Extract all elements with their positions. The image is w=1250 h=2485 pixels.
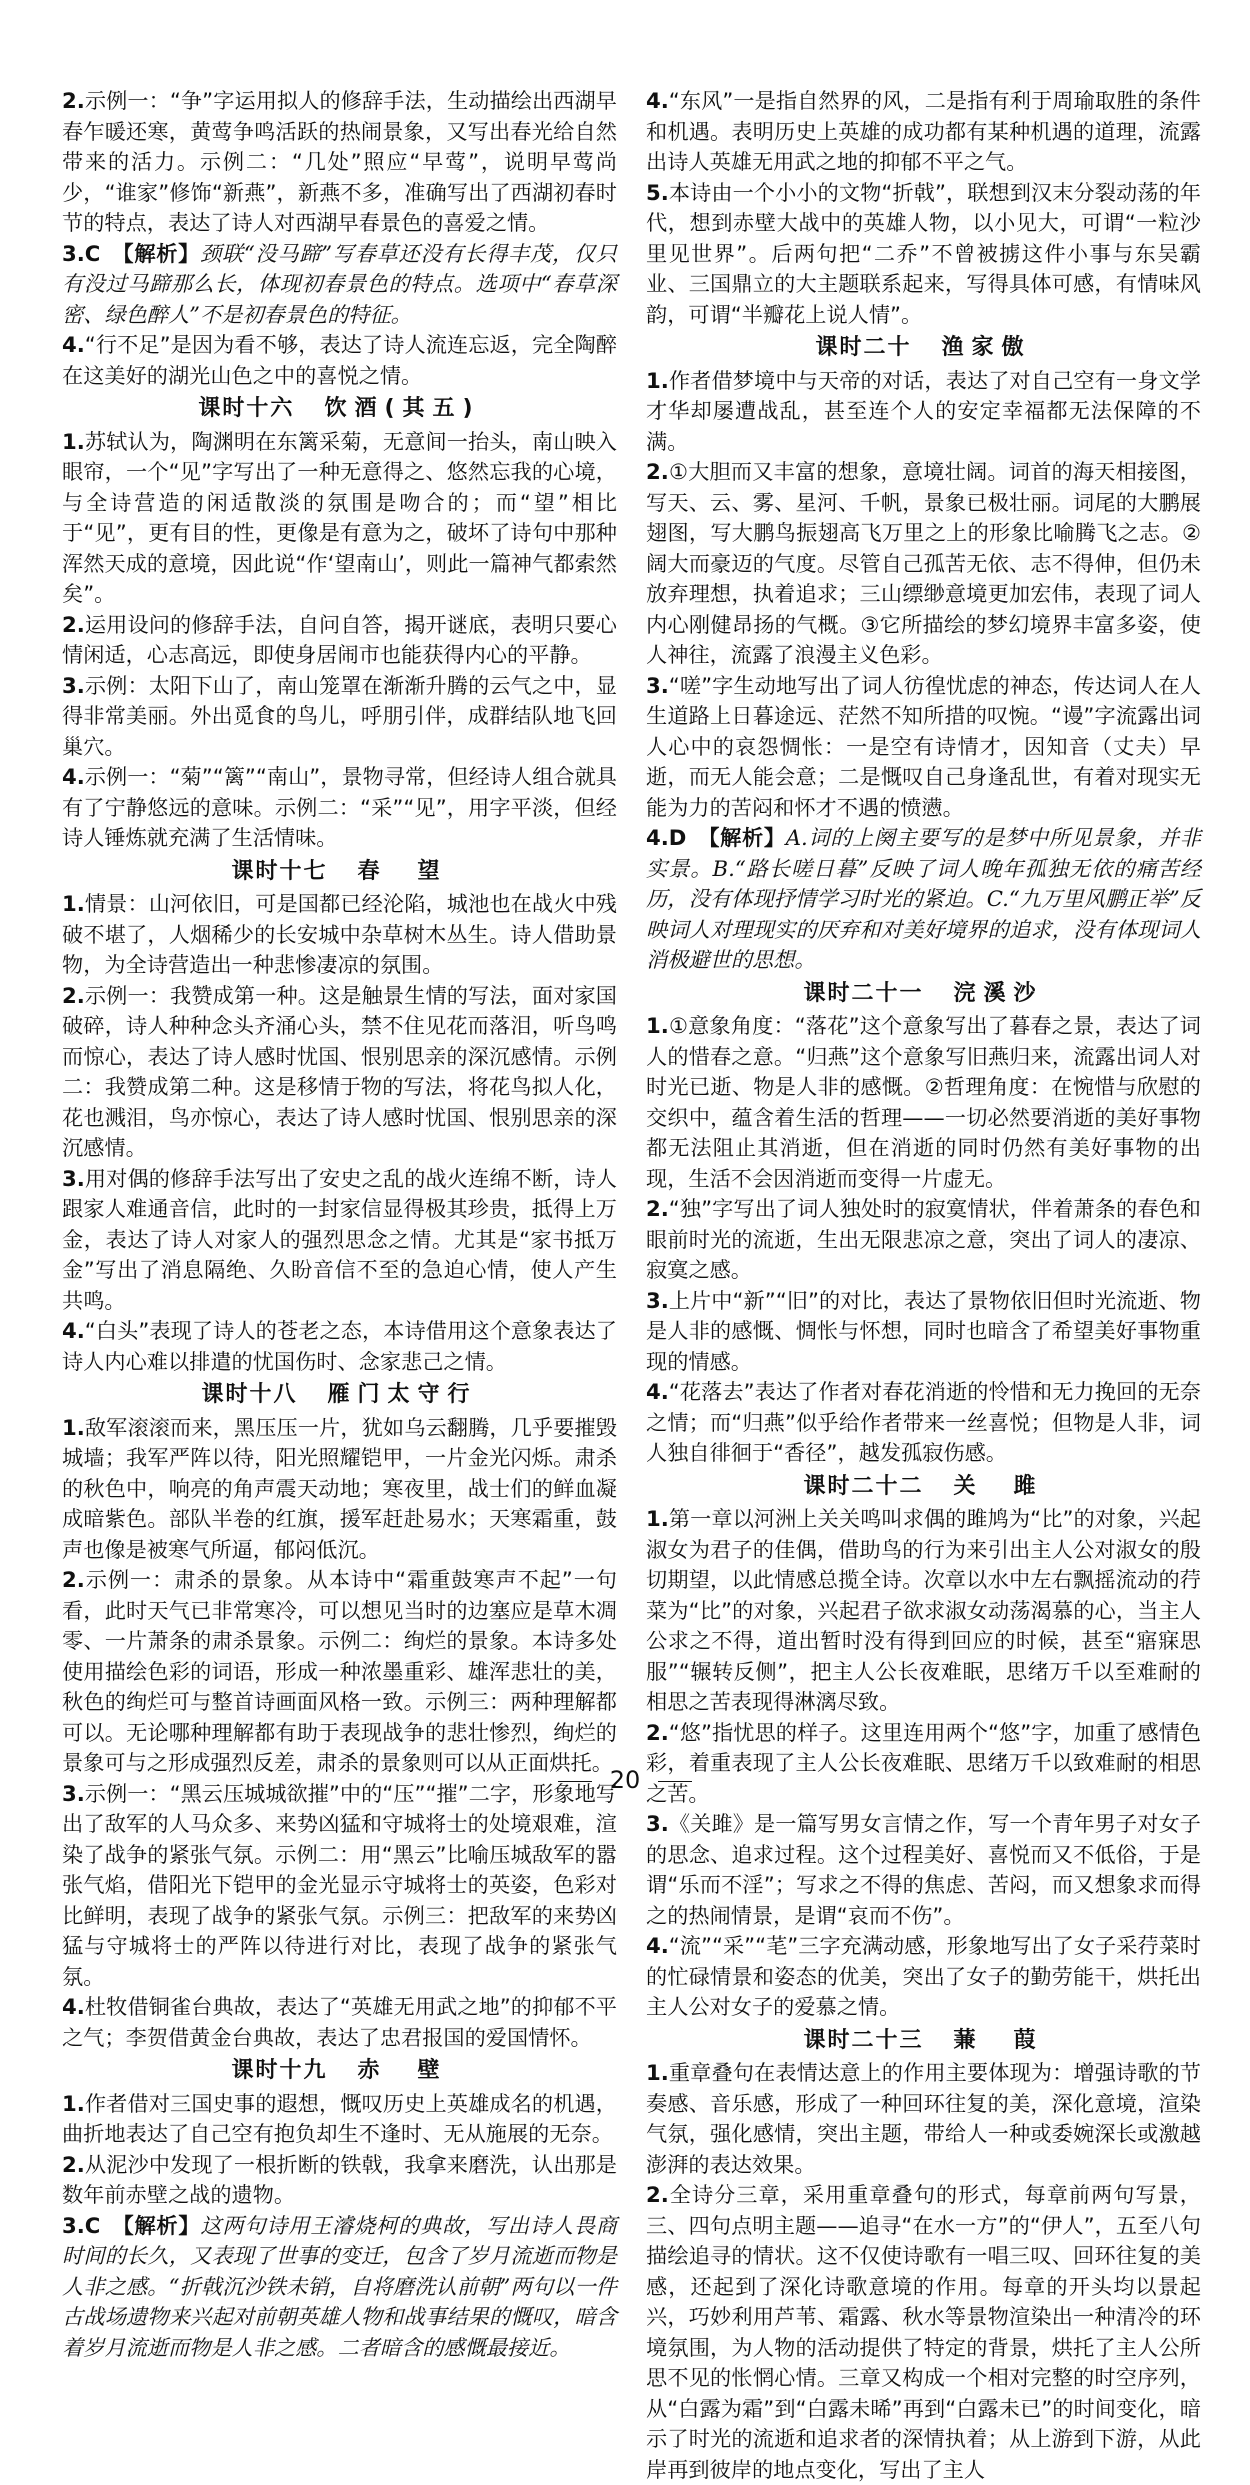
section-heading (646, 333, 1201, 364)
answer-text: 敌军滚滚而来，黑压压一片，犹如乌云翻腾，几乎要摧毁城墙；我军严阵以待，阳光照耀铠甲，一片金光闪烁。肃杀的秋色中，响亮的角声震天动地；寒夜里，战士们的鲜血凝成暗紫色。部队半卷的红旗，援军赶赴易水；天寒霜重，鼓声也像是被寒气所逼，郁闷低沉。 (62, 1414, 617, 1562)
answer-text: 运用设问的修辞手法，自问自答，揭开谜底，表明只要心情闲适，心志高远，即使身居闹市也能获得内心的平静。 (62, 611, 617, 667)
answer-item (646, 1809, 1201, 1931)
answer-text: 示例一：我赞成第一种。这是触景生情的写法，面对家国破碎，诗人种种念头齐涌心头，禁不住见花而落泪，听鸟鸣而惊心，表达了诗人感时忧国、恨别思亲的深沉感情。示例二：我赞成第二种。这是移情于物的写法，将花鸟拟人化，花也溅泪，鸟亦惊心，表达了诗人感时忧国、恨别思亲的深沉感情。 (62, 982, 617, 1160)
section-heading (62, 1380, 617, 1411)
answer-item (62, 239, 617, 331)
answer-text: 示例：太阳下山了，南山笼罩在渐渐升腾的云气之中，显得非常美丽。外出觅食的鸟儿，呼朋引伴，成群结队地飞回巢穴。 (62, 672, 617, 759)
item-number: 1. (62, 1414, 85, 1440)
answer-text: 《关雎》是一篇写男女言情之作，写一个青年男子对女子的思念、追求过程。这个过程美好、喜悦而又不低俗，于是谓“乐而不淫”；写求之不得的焦虑、苦闷，而又想象求而得之的热闹情景，是谓“哀而不伤”。 (646, 1811, 1201, 1928)
item-number: 5. (646, 179, 669, 205)
lesson-title: 春 望 (357, 858, 448, 884)
answer-item (62, 330, 617, 391)
lesson-number: 课时十九 (231, 2058, 328, 2083)
item-number: 4. (62, 1318, 85, 1343)
answer-text: 本诗由一个小小的文物“折戟”，联想到汉末分裂动荡的年代，想到赤壁大战中的英雄人物，以小见大，可谓“一粒沙里见世界”。后两句把“二乔”不曾被掳这件小事与东吴霸业、三国鼎立的大主题联系起来，写得具体可感，有情味风韵，可谓“半瓣花上说人情”。 (646, 179, 1201, 327)
lesson-title: 蒹 葭 (953, 2027, 1044, 2053)
lesson-title: 饮酒(其五) (324, 396, 481, 421)
item-number: 4. (646, 825, 669, 850)
section-heading (646, 979, 1201, 1010)
section-heading (62, 2056, 617, 2087)
answer-item (62, 1565, 617, 1779)
answer-text: 重章叠句在表情达意上的作用主要体现为：增强诗歌的节奏感、音乐感，形成了一种回环往复的美，深化意境，渲染气氛，强化感情，突出主题，带给人一种或委婉深长或激越澎湃的表达效果。 (646, 2060, 1201, 2177)
answer-item (646, 1504, 1201, 1718)
answer-text: 作者借梦境中与天帝的对话，表达了对自己空有一身文学才华却屡遭战乱，甚至连个人的安定幸福都无法保障的不满。 (646, 367, 1201, 454)
answer-item (62, 2089, 617, 2150)
answer-item (646, 1286, 1201, 1378)
answer-text: 示例一：“菊”“篱”“南山”，景物寻常，但经诗人组合就具有了宁静悠远的意味。示例二：“采”“见”，用字平淡，但经诗人锤炼就充满了生活情味。 (62, 764, 617, 850)
answer-item (646, 671, 1201, 824)
answer-item (62, 1316, 617, 1377)
answer-item (646, 1194, 1201, 1286)
answer-item (62, 2211, 617, 2364)
answer-item (62, 2150, 617, 2211)
answer-item (646, 1931, 1201, 2023)
section-heading (62, 857, 617, 888)
answer-text: 示例一：肃杀的景象。从本诗中“霜重鼓寒声不起”一句看，此时天气已非常寒冷，可以想见当时的边塞应是草木凋零、一片萧条的肃杀景象。示例二：绚烂的景象。本诗多处使用描绘色彩的词语，形成一种浓墨重彩、雄浑悲壮的美，秋色的绚烂可与整首诗画面风格一致。示例三：两种理解都可以。无论哪种理解都有助于表现战争的悲壮惨烈，绚烂的景象可与之形成强烈反差，肃杀的景象则可以从正面烘托。 (62, 1567, 617, 1775)
answer-text: ①大胆而又丰富的想象，意境壮阔。词首的海天相接图，写天、云、雾、星河、千帆，景象已极壮丽。词尾的大鹏展翅图，写大鹏鸟振翅高飞万里之上的形象比喻腾飞之志。②阔大而豪迈的气度。尽管自己孤苦无依、志不得伸，但仍未放弃理想，执着追求；三山缥缈意境更加宏伟，表现了词人内心刚健昂扬的气概。③它所描绘的梦幻境界丰富多姿，使人神往，流露了浪漫主义色彩。 (646, 459, 1201, 667)
answer-text: “流”“采”“芼”三字充满动感，形象地写出了女子采荇菜时的忙碌情景和姿态的优美，突出了女子的勤劳能干，烘托出主人公对女子的爱慕之情。 (646, 1933, 1201, 2019)
item-number: 2. (62, 2151, 85, 2177)
answer-item (646, 86, 1201, 178)
item-number: 3. (62, 1165, 85, 1191)
answer-text: 第一章以河洲上关关鸣叫求偶的雎鸠为“比”的对象，兴起淑女为君子的佳偶，借助鸟的行为来引出主人公对淑女的殷切期望，以此情感总揽全诗。次章以水中左右飘摇流动的荇菜为“比”的对象，兴起君子欲求淑女动荡渴慕的心，当主人公求之不得，道出暂时没有得到回应的时候，甚至“寤寐思服”“辗转反侧”，把主人公长夜难眠，思绪万千以至难耐的相思之苦表现得淋漓尽致。 (646, 1506, 1201, 1714)
answer-choice-label: C 【解析】 (84, 240, 201, 266)
footer-dash-left (558, 1781, 592, 1782)
item-number: 1. (646, 1506, 669, 1531)
answer-text: 作者借对三国史事的遐想，慨叹历史上英雄成名的机遇，曲折地表达了自己空有抱负却生不逢时、无从施展的无奈。 (62, 2090, 617, 2146)
item-number: 4. (62, 1994, 85, 2019)
item-number: 1. (62, 891, 85, 916)
item-number: 4. (62, 764, 85, 789)
answer-item (646, 823, 1201, 976)
analysis-note: A.词的上阕主要写的是梦中所见景象，并非实景。B.“路长嗟日暮”反映了词人晚年孤独无依的痛苦经历，没有体现抒情学习时光的紧迫。C.“九万里风鹏正举”反映词人对理现实的厌弃和对美好境界的追求，没有体现词人消极避世的思想。 (646, 825, 1201, 972)
answer-item (62, 427, 617, 610)
section-heading (62, 394, 617, 425)
lesson-title: 渔家傲 (941, 335, 1032, 360)
answer-text: 示例一：“黑云压城城欲摧”中的“压”“摧”二字，形象地写出了敌军的人马众多、来势凶猛和守城将士的处境艰难，渲染了战争的紧张气氛。示例二：用“黑云”比喻压城敌军的嚣张气焰，借阳光下铠甲的金光显示守城将士的英姿，色彩对比鲜明，表现了战争的紧张气氛。示例三：把敌军的来势凶猛与守城将士的严阵以待进行对比，表现了战争的紧张气氛。 (62, 1780, 617, 1989)
answer-item (62, 762, 617, 854)
answer-choice-label: D 【解析】 (668, 825, 786, 850)
answer-text: 用对偶的修辞手法写出了安史之乱的战火连绵不断，诗人跟家人难通音信，此时的一封家信显得极其珍贵，抵得上万金，表达了诗人对家人的强烈思念之情。尤其是“家书抵万金”写出了消息隔绝、久盼音信不至的急迫心情，使人产生共鸣。 (62, 1165, 617, 1313)
answer-text: ①意象角度：“落花”这个意象写出了暮春之景，表达了词人的惜春之意。“归燕”这个意象写旧燕归来，流露出词人对时光已逝、物是人非的感慨。②哲理角度：在惋惜与欣慰的交织中，蕴含着生活的哲理——一切必然要消逝的美好事物都无法阻止其消逝，但在消逝的同时仍然有美好事物的出现，生活不会因消逝而变得一片虚无。 (646, 1013, 1201, 1191)
section-heading (646, 1472, 1201, 1503)
lesson-number: 课时十六 (198, 396, 295, 421)
lesson-title: 浣溪沙 (953, 980, 1044, 1006)
answer-text: “花落去”表达了作者对春花消逝的怜惜和无力挽回的无奈之情；而“归燕”似乎给作者带来一丝喜悦；但物是人非，词人独自徘徊于“香径”，越发孤寂伤感。 (646, 1379, 1201, 1465)
item-number: 2. (62, 982, 85, 1008)
item-number: 2. (646, 2182, 669, 2207)
item-number: 2. (646, 1719, 669, 1745)
answer-text: 全诗分三章，采用重章叠句的形式，每章前两句写景，三、四句点明主题——追寻“在水一方”的“伊人”，五至八句描绘追寻的情状。这不仅使诗歌有一唱三叹、回环往复的美感，还起到了深化诗歌意境的作用。每章的开头均以景起兴，巧妙利用芦苇、霜露、秋水等景物渲染出一种清冷的环境氛围，为人物的活动提供了特定的背景，烘托了主人公所思不见的怅惘心情。三章又构成一个相对完整的时空序列，从“白露为霜”到“白露未晞”再到“白露未已”的时间变化，暗示了时光的流逝和追求者的深情执着；从上游到下游，从此岸再到彼岸的地点变化，写出了主人 (646, 2182, 1201, 2482)
lesson-number: 课时十七 (231, 858, 328, 884)
answer-item (62, 86, 617, 239)
page-footer (0, 1766, 1250, 1794)
item-number: 3. (62, 240, 85, 266)
answer-text: 从泥沙中发现了一根折断的铁戟，我拿来磨洗，认出那是数年前赤壁之战的遗物。 (62, 2151, 617, 2207)
answer-item (646, 178, 1201, 331)
item-number: 2. (62, 88, 85, 113)
item-number: 1. (646, 367, 669, 393)
lesson-number: 课时二十三 (803, 2027, 924, 2053)
answer-item (646, 2180, 1201, 2485)
answer-item (646, 1718, 1201, 1810)
answer-text: 情景：山河依旧，可是国都已经沦陷，城池也在战火中残破不堪了，人烟稀少的长安城中杂草树木丛生。诗人借助景物，为全诗营造出一种悲惨凄凉的氛围。 (62, 891, 617, 977)
answer-text: “白头”表现了诗人的苍老之态，本诗借用这个意象表达了诗人内心难以排遣的忧国伤时、念家悲己之情。 (62, 1318, 617, 1374)
answer-item (62, 1164, 617, 1317)
left-column (62, 86, 617, 2363)
footer-dash-right (658, 1781, 692, 1782)
answer-item (62, 889, 617, 981)
item-number: 3. (646, 672, 669, 698)
lesson-title: 关 雎 (953, 1473, 1044, 1499)
answer-text: 杜牧借铜雀台典故，表达了“英雄无用武之地”的抑郁不平之气；李贺借黄金台典故，表达了忠君报国的爱国情怀。 (62, 1994, 617, 2050)
item-number: 3. (62, 2212, 85, 2238)
answer-choice-label: C 【解析】 (84, 2212, 201, 2238)
answer-item (646, 457, 1201, 671)
item-number: 3. (62, 1780, 85, 1806)
item-number: 4. (62, 332, 85, 357)
answer-text: 上片中“新”“旧”的对比，表达了景物依旧但时光流逝、物是人非的感慨、惆怅与怀想，同时也暗含了希望美好事物重现的情感。 (646, 1287, 1201, 1374)
item-number: 4. (646, 1379, 669, 1404)
answer-item (646, 1377, 1201, 1469)
answer-item (62, 610, 617, 671)
answer-text: “独”字写出了词人独处时的寂寞情状，伴着萧条的春色和眼前时光的流逝，生出无限悲凉之意，突出了词人的凄凉、寂寞之感。 (646, 1196, 1201, 1282)
item-number: 2. (646, 1196, 669, 1221)
item-number: 3. (62, 672, 85, 698)
section-heading (646, 2026, 1201, 2057)
answer-text: 示例一：“争”字运用拟人的修辞手法，生动描绘出西湖早春乍暖还寒，黄莺争鸣活跃的热闹景象，又写出春光给自然带来的活力。示例二：“几处”照应“早莺”，说明早莺尚少，“谁家”修饰“新燕”，新燕不多，准确写出了西湖初春时节的特点，表达了诗人对西湖早春景色的喜爱之情。 (62, 88, 617, 235)
answer-item (62, 1992, 617, 2053)
item-number: 4. (646, 88, 669, 113)
item-number: 1. (646, 2060, 669, 2085)
lesson-number: 课时二十一 (803, 980, 924, 1006)
answer-item (62, 1413, 617, 1566)
lesson-number: 课时二十 (815, 335, 912, 360)
page-number: 20 (609, 1766, 641, 1794)
answer-item (646, 366, 1201, 458)
answer-item (646, 2058, 1201, 2180)
answer-item (62, 981, 617, 1164)
item-number: 1. (62, 428, 85, 454)
answer-text: “悠”指忧思的样子。这里连用两个“悠”字，加重了感情色彩，着重表现了主人公长夜难眠、思绪万千以致难耐的相思之苦。 (646, 1719, 1201, 1806)
lesson-number: 课时二十二 (803, 1473, 924, 1499)
answer-text: “东风”一是指自然界的风，二是指有利于周瑜取胜的条件和机遇。表明历史上英雄的成功都有某种机遇的道理，流露出诗人英雄无用武之地的抑郁不平之气。 (646, 88, 1201, 174)
item-number: 1. (62, 2090, 85, 2116)
lesson-number: 课时十八 (201, 1382, 298, 1407)
answer-text: “嗟”字生动地写出了词人彷徨忧虑的神态，传达词人在人生道路上日暮途远、茫然不知所措的叹惋。“谩”字流露出词人心中的哀怨惆怅：一是空有诗情才，因知音（丈夫）早逝，而无人能会意；二是慨叹自己身逢乱世，有着对现实无能为力的苦闷和怀才不遇的愤懑。 (646, 672, 1201, 820)
item-number: 3. (646, 1811, 669, 1836)
analysis-note: 颈联“没马蹄”写春草还没有长得丰茂，仅只有没过马蹄那么长，体现初春景色的特点。选项中“春草深密、绿色醉人”不是初春景色的特征。 (62, 240, 617, 327)
item-number: 2. (62, 1567, 85, 1592)
answer-item (62, 1779, 617, 1993)
item-number: 1. (646, 1013, 669, 1038)
answer-item (646, 1011, 1201, 1194)
item-number: 3. (646, 1287, 669, 1313)
item-number: 4. (646, 1933, 669, 1958)
right-column (646, 86, 1201, 2485)
item-number: 2. (646, 459, 669, 484)
answer-text: “行不足”是因为看不够，表达了诗人流连忘返，完全陶醉在这美好的湖光山色之中的喜悦之情。 (62, 332, 617, 388)
lesson-title: 赤 壁 (357, 2058, 448, 2083)
item-number: 2. (62, 611, 85, 637)
answer-item (62, 671, 617, 763)
analysis-note: 这两句诗用王濬烧柯的典故，写出诗人畏商时间的长久，又表现了世事的变迁，包含了岁月流逝而物是人非之感。“折戟沉沙铁未销，自将磨洗认前朝”两句以一件古战场遗物来兴起对前朝英雄人物和战事结果的慨叹，暗含着岁月流逝而物是人非之感。二者暗含的感慨最接近。 (62, 2212, 617, 2360)
answer-text: 苏轼认为，陶渊明在东篱采菊，无意间一抬头，南山映入眼帘，一个“见”字写出了一种无意得之、悠然忘我的心境，与全诗营造的闲适散淡的氛围是吻合的；而“望”相比于“见”，更有目的性，更像是有意为之，破坏了诗句中那种浑然天成的意境，因此说“作‘望南山’，则此一篇神气都索然矣”。 (62, 428, 617, 606)
lesson-title: 雁门太守行 (327, 1382, 478, 1407)
